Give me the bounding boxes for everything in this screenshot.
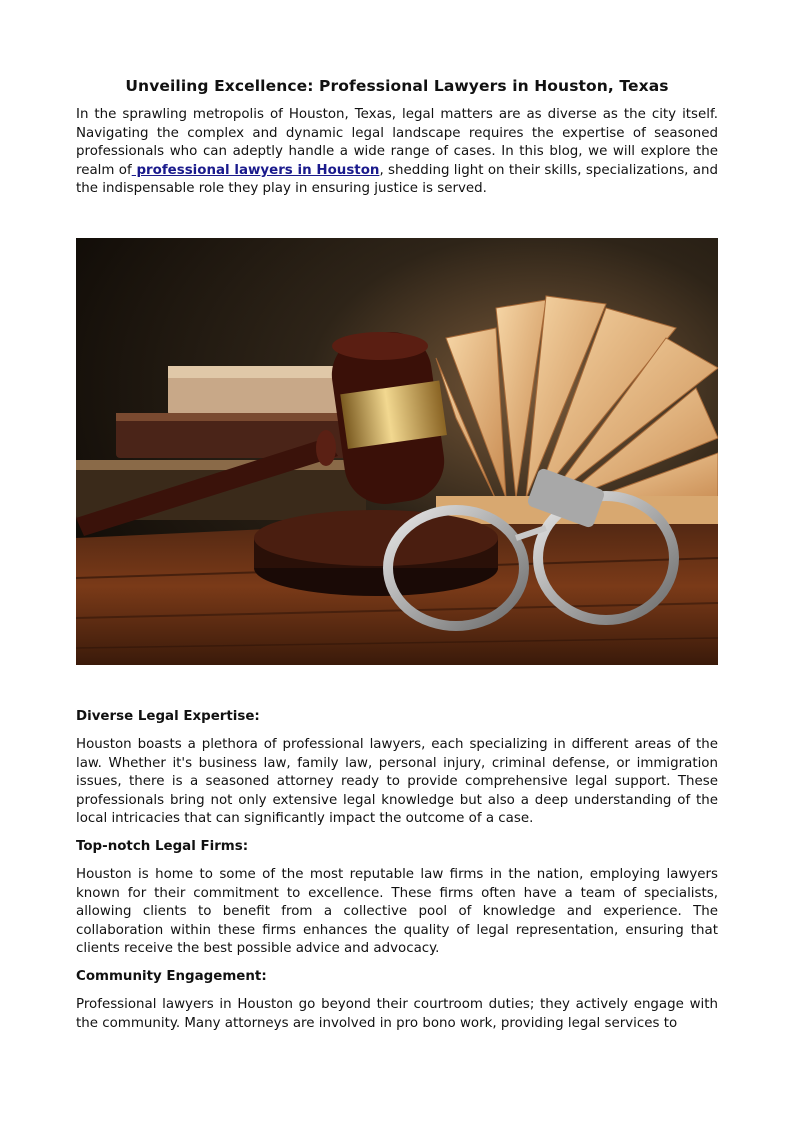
section-heading-community-engagement: Community Engagement:: [76, 969, 267, 984]
section-body-diverse-legal-expertise: Houston boasts a plethora of professional lawyers, each specializing in different areas of the law. Whether it's business law, family law, personal injury, criminal defense, or immigration issues, there is a seasoned attorney ready to provide comprehensive legal support. These professionals bring not only extensive legal knowledge but also a deep understanding of the local intricacies that can significantly impact the outcome of a case.: [76, 737, 718, 827]
section-heading-diverse-legal-expertise: Diverse Legal Expertise:: [76, 709, 260, 724]
section-heading-top-notch-legal-firms: Top-notch Legal Firms:: [76, 839, 249, 854]
gavel-books-handcuffs-photo: [76, 238, 718, 665]
professional-lawyers-link[interactable]: professional lawyers in Houston: [131, 162, 380, 178]
section-body-top-notch-legal-firms: Houston is home to some of the most reputable law firms in the nation, employing lawyers known for their commitment to excellence. These firms often have a team of specialists, allowing clients to benefit from a collective pool of knowledge and experience. The collaboration within these firms enhances the quality of legal representation, ensuring that clients receive the best possible advice and advocacy.: [76, 867, 718, 957]
intro-text-after: , shedding light on their skills, specializations, and the indispensable role they play in ensuring justice is served.: [76, 162, 718, 197]
intro-text-before: In the sprawling metropolis of Houston, Texas, legal matters are as diverse as the city itself. Navigating the complex and dynamic legal landscape requires the expertise of seasoned professionals who can adeptly handle a wide range of cases. In this blog, we will explore the realm of: [76, 107, 718, 178]
section-body-community-engagement: Professional lawyers in Houston go beyond their courtroom duties; they actively engage with the community. Many attorneys are involved in pro bono work, providing legal services to: [76, 997, 718, 1031]
intro-paragraph: [76, 106, 718, 199]
page-title: Unveiling Excellence: Professional Lawyers in Houston, Texas: [125, 77, 669, 95]
